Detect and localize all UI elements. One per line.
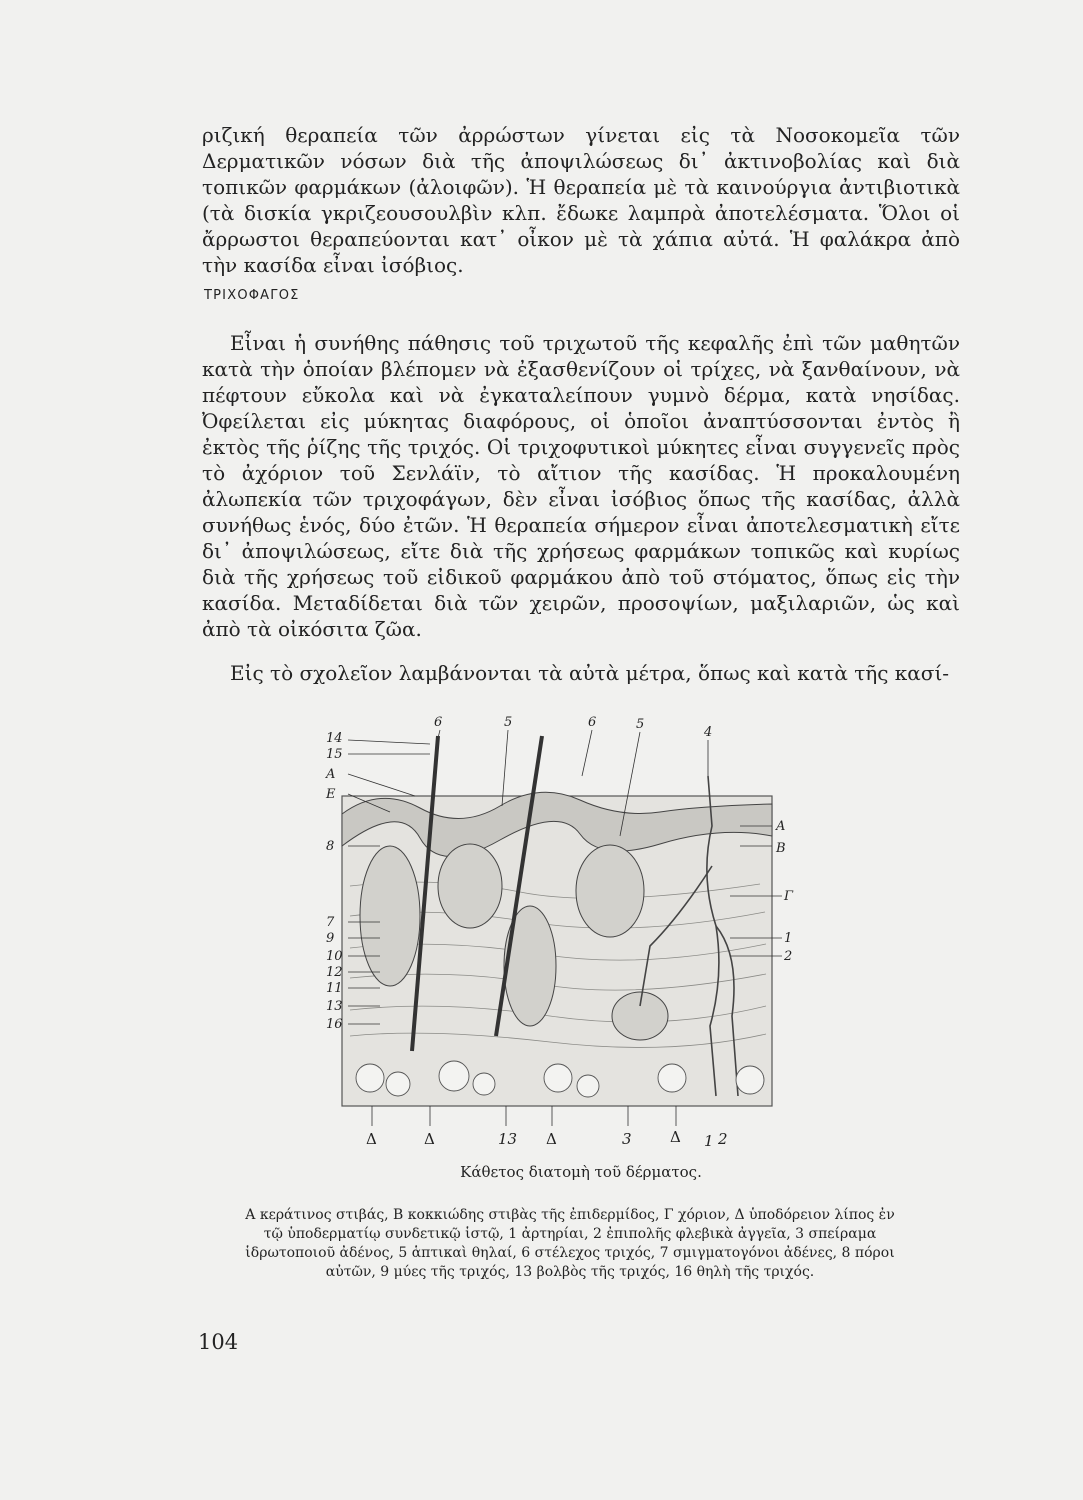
paragraph-school-measures: Εἰς τὸ σχολεῖον λαμβάνονται τὰ αὐτὰ μέτρα, ὅπως καὶ κατὰ τῆς κασί- <box>230 661 950 685</box>
label-left-15: 15 <box>326 747 343 762</box>
label-left-16: 16 <box>326 1017 343 1032</box>
label-left-7: 7 <box>326 915 335 930</box>
label-right-a: Α <box>776 819 786 834</box>
label-bottom-d3: Δ <box>546 1130 557 1148</box>
figure-legend: Α κεράτινος στιβάς, Β κοκκιώδης στιβὰς τῆς ἐπιδερμίδος, Γ χόριον, Δ ὑποδόρειον λίπος ἐν τῷ ὑποδερματίῳ συνδετικῷ ἱστῷ, 1 ἀρτηρίαι, 2 ἐπιπολῆς φλεβικὰ ἀγγεῖα, 3 σπείραμα ἱδρωτοποιοῦ ἀδένος, 5 ἁπτικαὶ θηλαί, 6 στέλεχος τριχός, 7 σμιγματογόνοι ἀδένες, 8 πόροι αὐτῶν, 9 μύες τῆς τριχός, 13 βολβὸς τῆς τριχός, 16 θηλὴ τῆς τριχός. <box>245 1207 895 1280</box>
label-left-9: 9 <box>326 931 335 946</box>
label-top-5b: 5 <box>636 717 645 732</box>
label-bottom-2: 2 <box>718 1130 728 1148</box>
page-number: 104 <box>198 1330 239 1354</box>
label-left-13: 13 <box>326 999 343 1014</box>
label-bottom-3: 3 <box>622 1130 632 1148</box>
label-bottom-1: 1 <box>704 1132 714 1150</box>
label-right-g: Γ <box>784 889 794 904</box>
label-bottom-d4: Δ <box>670 1128 681 1146</box>
label-right-2: 2 <box>784 949 793 964</box>
bottom-labels <box>366 1106 728 1150</box>
label-left-8: 8 <box>326 839 335 854</box>
paragraph-therapy-continuation: ριζική θεραπεία τῶν ἀρρώστων γίνεται εἰς τὰ Νοσοκομεῖα τῶν Δερματικῶν νόσων διὰ τῆς ἀποψιλώσεως δι᾽ ἀκτινοβολίας καὶ διὰ τοπικῶν φαρμάκων (ἀλοιφῶν). Ἡ θεραπεία μὲ τὰ καινούργια ἀντιβιοτικὰ (τὰ δισκία γκριζεουσουλβὶν κλπ. ἔδωκε λαμπρὰ ἀποτελέσματα. Ὅλοι οἱ ἄρρωστοι θεραπεύονται κατ᾽ οἶκον μὲ τὰ χάπια αὐτά. Ἡ φαλάκρα ἀπὸ τὴν κασίδα εἶναι ἰσόβιος. <box>202 123 960 277</box>
label-top-6a: 6 <box>434 716 443 730</box>
label-bottom-13: 13 <box>498 1130 518 1148</box>
label-right-1: 1 <box>784 931 793 946</box>
label-right-b: Β <box>776 841 786 856</box>
label-left-12: 12 <box>326 965 343 980</box>
label-top-5a: 5 <box>504 716 513 730</box>
label-bottom-d2: Δ <box>424 1130 435 1148</box>
section-heading: ΤΡΙΧΟΦΑΓΟΣ <box>204 288 300 303</box>
skin-cross-section-figure <box>320 716 802 1152</box>
label-left-11: 11 <box>326 981 343 996</box>
paragraph-trichophagos: Εἶναι ἡ συνήθης πάθησις τοῦ τριχωτοῦ τῆς κεφαλῆς ἐπὶ τῶν μαθητῶν κατὰ τὴν ὁποίαν βλέπομεν νὰ ἐξασθενίζουν οἱ τρίχες, νὰ ξανθαίνουν, νὰ πέφτουν εὔκολα καὶ νὰ ἐγκαταλείπουν γυμνὸ δέρμα, κατὰ νησίδας. Ὀφείλεται εἰς μύκητας διαφόρους, οἱ ὁποῖοι ἀναπτύσσονται ἐντὸς ἢ ἐκτὸς τῆς ῥίζης τῆς τριχός. Οἱ τριχοφυτικοὶ μύκητες εἶναι συγγενεῖς πρὸς τὸ ἀχόριον τοῦ Σενλάϊν, τὸ αἴτιον τῆς κασίδας. Ἡ προκαλουμένη ἀλωπεκία τῶν τριχοφάγων, δὲν εἶναι ἰσόβιος ὅπως τῆς κασίδας, ἀλλὰ συνήθως ἑνός, δύο ἐτῶν. Ἡ θεραπεία σήμερον εἶναι ἀποτελεσματικὴ εἴτε δι᾽ ἀποψιλώσεως, εἴτε διὰ τῆς χρήσεως φαρμάκων τοπικῶς καὶ κυρίως διὰ τῆς χρήσεως τοῦ εἰδικοῦ φαρμάκου ἀπὸ τοῦ στόματος, ὅπως εἰς τὴν κασίδα. Μεταδίδεται διὰ τῶν χειρῶν, προσοψίων, μαξιλαριῶν, ὡς καὶ ἀπὸ τὰ οἰκόσιτα ζῶα. <box>202 331 960 641</box>
label-bottom-d1: Δ <box>366 1130 377 1148</box>
label-top-4: 4 <box>704 725 713 740</box>
label-top-6b: 6 <box>588 716 597 730</box>
label-left-10: 10 <box>326 949 343 964</box>
label-left-e: Ε <box>326 787 336 802</box>
label-left-14: 14 <box>326 731 343 746</box>
label-left-a: Α <box>326 767 336 782</box>
figure-caption: Κάθετος διατομὴ τοῦ δέρματος. <box>460 1163 702 1181</box>
